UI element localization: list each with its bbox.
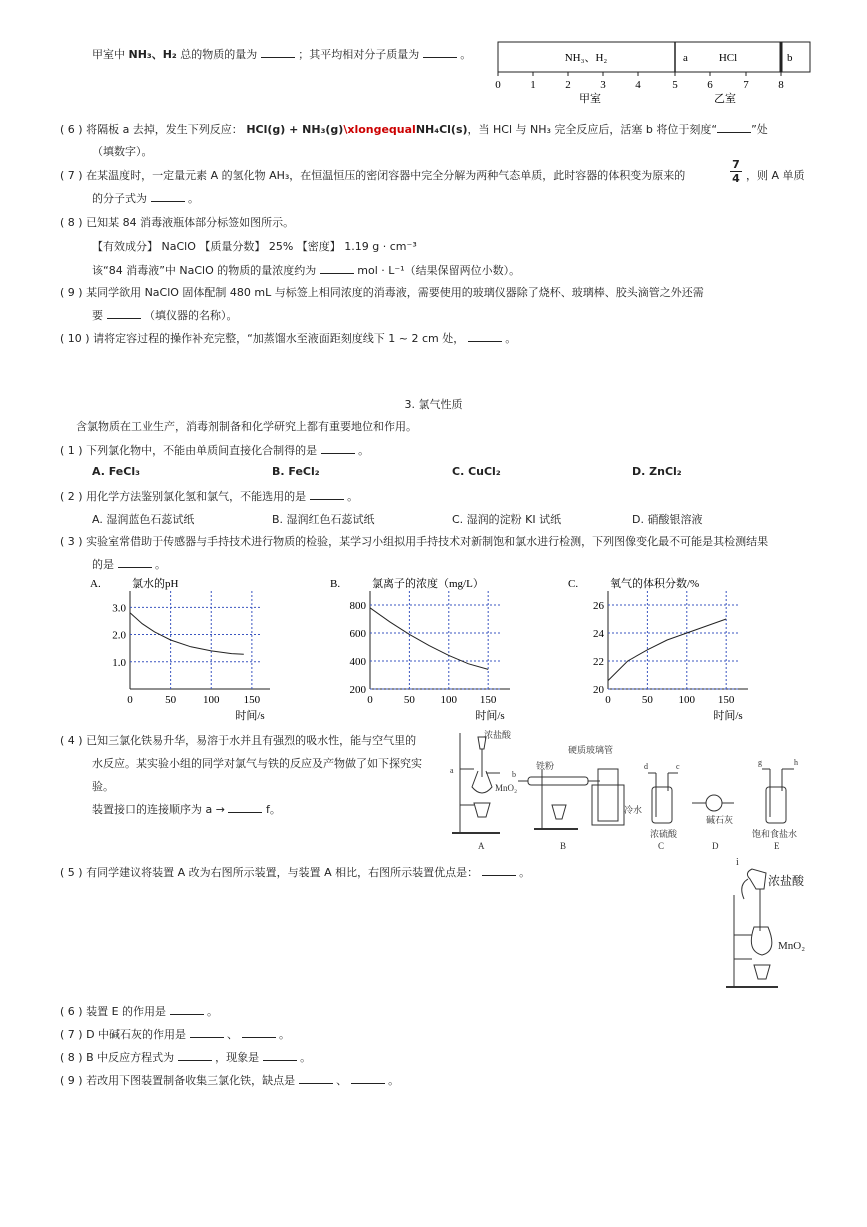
- x-axis-label: 时间/s: [475, 710, 505, 722]
- ruler-tick: 2: [565, 79, 571, 91]
- apparatus-a: [450, 729, 517, 851]
- option-c[interactable]: C. 湿润的淀粉 KI 试纸: [452, 513, 562, 526]
- s3-question-4-line4: 装置接口的连接顺序为 a → f。: [92, 803, 281, 816]
- option-b[interactable]: B. 湿润红色石蕊试纸: [272, 513, 375, 526]
- ruler-tick: 1: [530, 79, 536, 91]
- answer-blank[interactable]: [261, 47, 295, 58]
- answer-blank[interactable]: [178, 1050, 212, 1061]
- answer-blank[interactable]: [320, 263, 354, 274]
- svg-text:c: c: [676, 762, 680, 771]
- y-tick-label: 1.0: [112, 656, 126, 669]
- svg-text:铁粉: 铁粉: [536, 761, 555, 771]
- y-tick-label: 26: [593, 600, 604, 612]
- svg-text:b: b: [512, 770, 516, 779]
- svg-text:D: D: [712, 841, 719, 851]
- x-tick-label: 150: [243, 694, 261, 706]
- chart-letter: A.: [90, 578, 101, 590]
- ruler-tick: 6: [707, 79, 713, 91]
- x-tick-label: 50: [165, 694, 177, 706]
- svg-text:冷水: 冷水: [624, 805, 643, 815]
- answer-blank[interactable]: [190, 1027, 224, 1038]
- question-6-cont: （填数字）。: [92, 145, 153, 158]
- section-title: 3. 氯气性质: [404, 398, 463, 411]
- x-tick-label: 100: [203, 694, 220, 706]
- ruler-tick: 7: [743, 79, 749, 91]
- series-line: [370, 608, 488, 670]
- svg-text:E: E: [774, 841, 780, 851]
- question-8-cont: 该“84 消毒液”中 NaClO 的物质的量浓度约为 mol · L⁻¹（结果保留两位小数）。: [92, 264, 521, 277]
- x-tick-label: 150: [479, 694, 497, 706]
- svg-text:碱石灰: 碱石灰: [706, 815, 734, 825]
- s3-question-4-line2: 水反应。某实验小组的同学对氯气与铁的反应及产物做了如下探究实: [92, 757, 422, 770]
- option-c[interactable]: C. CuCl₂: [452, 465, 501, 478]
- ruler-tick: 8: [778, 79, 784, 91]
- question-6: ( 6 ) 将隔板 a 去掉，发生下列反应： HCl(g) + NH₃(g)\xlongequalNH₄Cl(s)，当 HCl 与 NH₃ 完全反应后，活塞 b 将位于刻度“ ”处: [60, 123, 768, 136]
- s3-question-6: ( 6 ) 装置 E 的作用是 。: [60, 1005, 219, 1018]
- series-line: [130, 613, 244, 654]
- answer-blank[interactable]: [263, 1050, 297, 1061]
- answer-blank[interactable]: [717, 122, 751, 133]
- answer-blank[interactable]: [321, 443, 355, 454]
- partition-a-label: a: [683, 52, 688, 64]
- x-axis-label: 时间/s: [235, 710, 265, 722]
- apparatus-d: [692, 795, 734, 851]
- y-tick-label: 22: [593, 656, 604, 668]
- y-axis-label: 氧气的体积分数/%: [610, 578, 700, 590]
- y-tick-label: 400: [349, 656, 366, 668]
- svg-text:浓硫酸: 浓硫酸: [650, 829, 678, 839]
- y-tick-label: 600: [349, 628, 366, 640]
- ruler-tick: 3: [600, 79, 606, 91]
- y-tick-label: 2.0: [112, 629, 126, 642]
- s3-question-8: ( 8 ) B 中反应方程式为 ，现象是 。: [60, 1051, 312, 1064]
- apparatus-diagram: [448, 725, 813, 853]
- s3-question-3-cont: 的是 。: [92, 558, 166, 571]
- x-tick-label: 0: [367, 694, 373, 706]
- apparatus-b: [512, 744, 642, 851]
- option-a[interactable]: A. FeCl₃: [92, 465, 140, 478]
- question-7-tail: ，则 A 单质: [746, 169, 805, 182]
- s3-question-2: ( 2 ) 用化学方法鉴别氯化氢和氯气，不能选用的是 。: [60, 490, 359, 503]
- s3-question-4: ( 4 ) 已知三氯化铁易升华，易溶于水并且有强烈的吸水性，能与空气里的: [60, 734, 417, 747]
- svg-text:g: g: [758, 758, 762, 767]
- x-tick-label: 50: [641, 694, 653, 706]
- ruler-tick: 0: [495, 79, 501, 91]
- svg-text:浓盐酸: 浓盐酸: [768, 874, 805, 888]
- svg-text:h: h: [794, 758, 798, 767]
- apparatus-e: [752, 758, 798, 851]
- svg-text:d: d: [644, 762, 648, 771]
- answer-blank[interactable]: [468, 331, 502, 342]
- svg-text:浓盐酸: 浓盐酸: [484, 730, 512, 740]
- ruler-left-label: NH₃、H₂: [564, 52, 608, 64]
- chart-c: [568, 575, 763, 723]
- series-line: [608, 619, 726, 681]
- s3-question-1: ( 1 ) 下列氯化物中，不能由单质间直接化合制得的是 。: [60, 444, 370, 457]
- ruler-tick: 5: [672, 79, 678, 91]
- room-right-label: 乙室: [714, 93, 736, 105]
- x-tick-label: 150: [717, 694, 735, 706]
- bottle-label-text: 【有效成分】 NaClO 【质量分数】 25% 【密度】 1.19 g · cm⁻³: [92, 240, 417, 253]
- question-7-cont: 的分子式为 。: [92, 192, 199, 205]
- apparatus-c: [644, 762, 680, 851]
- question-9-cont: 要 （填仪器的名称）。: [92, 309, 238, 322]
- svg-text:a: a: [450, 766, 454, 775]
- chart-letter: B.: [330, 578, 341, 590]
- svg-text:MnO₂: MnO₂: [778, 940, 806, 952]
- svg-text:硬质玻璃管: 硬质玻璃管: [568, 745, 614, 755]
- answer-blank[interactable]: [423, 47, 457, 58]
- y-axis-label: 氯离子的浓度（mg/L）: [372, 578, 484, 590]
- answer-blank[interactable]: [228, 802, 262, 813]
- s3-question-7: ( 7 ) D 中碱石灰的作用是 、 。: [60, 1028, 291, 1041]
- answer-blank[interactable]: [170, 1004, 204, 1015]
- option-d[interactable]: D. 硝酸银溶液: [632, 513, 703, 526]
- answer-blank[interactable]: [107, 308, 141, 319]
- svg-text:B: B: [560, 841, 567, 851]
- x-tick-label: 0: [605, 694, 611, 706]
- room-left-label: 甲室: [579, 93, 601, 105]
- question-10: ( 10 ) 请将定容过程的操作补充完整，“加蒸馏水至液面距刻度线下 1 ~ 2 cm 处， 。: [60, 332, 517, 345]
- question-8: ( 8 ) 已知某 84 消毒液瓶体部分标签如图所示。: [60, 216, 295, 229]
- x-tick-label: 0: [127, 694, 133, 706]
- answer-blank[interactable]: [299, 1073, 333, 1084]
- y-tick-label: 20: [593, 684, 604, 696]
- answer-blank[interactable]: [310, 489, 344, 500]
- answer-blank[interactable]: [151, 191, 185, 202]
- svg-text:A: A: [478, 841, 485, 851]
- piston-b-label: b: [787, 52, 793, 64]
- chart-b: [330, 575, 525, 723]
- question-7: ( 7 ) 在某温度时，一定量元素 A 的氢化物 AH₃，在恒温恒压的密闭容器中完全分解为两种气态单质，此时容器的体积变为原来的: [60, 169, 686, 182]
- ruler-right-label: HCl: [718, 52, 738, 64]
- fraction-7-4: 7 4: [730, 158, 742, 185]
- s3-question-5: ( 5 ) 有同学建议将装置 A 改为右图所示装置，与装置 A 相比，右图所示装置优点是： 。: [60, 866, 531, 879]
- q5-line: 甲室中 NH₃、H₂ 总的物质的量为 ；其平均相对分子质量为 。: [92, 48, 472, 61]
- s3-question-3: ( 3 ) 实验室常借助于传感器与手持技术进行物质的检验，某学习小组拟用手持技术对新制饱和氯水进行检测，下列图像变化最不可能是其检测结果: [60, 535, 769, 548]
- answer-blank[interactable]: [118, 557, 152, 568]
- s3-question-4-line3: 验。: [92, 780, 114, 793]
- ruler-tick: 4: [635, 79, 641, 91]
- y-tick-label: 24: [593, 628, 604, 640]
- question-9: ( 9 ) 某同学欲用 NaClO 固体配制 480 mL 与标签上相同浓度的消毒液，需要使用的玻璃仪器除了烧杯、玻璃棒、胶头滴管之外还需: [60, 286, 704, 299]
- option-b[interactable]: B. FeCl₂: [272, 465, 320, 478]
- y-tick-label: 3.0: [112, 602, 126, 615]
- chart-a: [90, 575, 285, 723]
- y-tick-label: 200: [349, 684, 366, 696]
- answer-blank[interactable]: [351, 1073, 385, 1084]
- svg-text:饱和食盐水: 饱和食盐水: [752, 829, 798, 839]
- x-tick-label: 100: [678, 694, 696, 706]
- answer-blank[interactable]: [482, 865, 516, 876]
- x-tick-label: 50: [403, 694, 415, 706]
- option-d[interactable]: D. ZnCl₂: [632, 465, 682, 478]
- option-a[interactable]: A. 湿润蓝色石蕊试纸: [92, 513, 195, 526]
- section-intro: 含氯物质在工业生产，消毒剂制备和化学研究上都有重要地位和作用。: [76, 420, 417, 433]
- s3-question-9: ( 9 ) 若改用下图装置制备收集三氯化铁，缺点是 、 。: [60, 1074, 400, 1087]
- answer-blank[interactable]: [242, 1027, 276, 1038]
- y-axis-label: 氯水的pH: [132, 578, 179, 590]
- partition-ruler-diagram: [490, 38, 815, 110]
- y-tick-label: 800: [349, 600, 366, 612]
- x-axis-label: 时间/s: [713, 710, 743, 722]
- x-tick-label: 100: [440, 694, 458, 706]
- chart-letter: C.: [568, 578, 579, 590]
- svg-text:i: i: [736, 857, 739, 868]
- modified-apparatus-a: [722, 855, 817, 995]
- svg-text:C: C: [658, 841, 665, 851]
- svg-text:MnO₂: MnO₂: [495, 783, 518, 793]
